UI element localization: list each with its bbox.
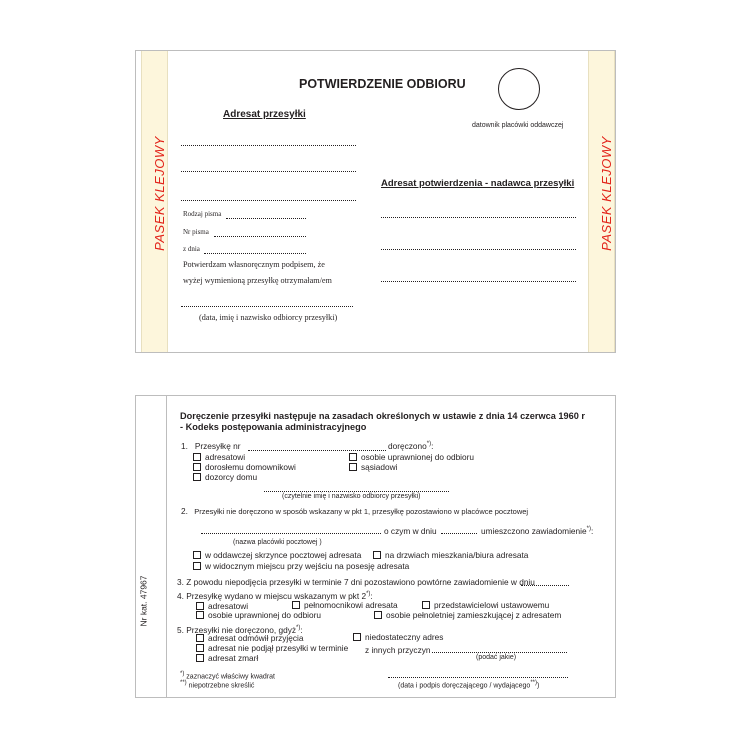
confirmation-line-2: [381, 249, 576, 250]
s5-option-deceased[interactable]: adresat zmarł: [196, 653, 258, 663]
section-2-number: 2.: [181, 506, 188, 516]
checkbox[interactable]: [373, 551, 381, 559]
catalog-number: Nr kat. 47967: [138, 575, 149, 627]
footnote-1: [180, 671, 275, 680]
z-dnia-label: z dnia: [183, 245, 200, 253]
section-4-colon: :: [370, 591, 373, 601]
section-4-text: Przesyłkę wydano w miejscu wskazanym w pkt 2: [186, 591, 367, 601]
confirmation-line-3: [381, 281, 576, 282]
z-dnia-line: [204, 253, 306, 254]
section-5-text: Przesyłki nie doręczono, gdyż: [186, 625, 296, 635]
s1-option-adult-household[interactable]: dorosłemu domownikowi: [193, 462, 296, 472]
courier-signature-caption-mark: **): [530, 680, 537, 686]
notice-footnote-mark: *): [586, 526, 591, 533]
s5-other-label: z innych przyczyn: [365, 645, 431, 655]
rodzaj-label: Rodzaj pisma: [183, 210, 222, 218]
section-2-text: Przesyłki nie doręczono w sposób wskazany w pkt 1, przesyłkę pozostawiono w placówce pocztowej: [194, 507, 529, 516]
checkbox[interactable]: [353, 633, 361, 641]
checkbox[interactable]: [196, 654, 204, 662]
postmark-label: datownik placówki oddawczej: [472, 122, 564, 129]
notice-row: [384, 526, 437, 536]
statement-line-2: wyżej wymienioną przesyłkę otrzymałam/em: [183, 276, 332, 285]
s4-option-addressee[interactable]: adresatowi: [196, 601, 248, 611]
section-5-colon: :: [300, 625, 303, 635]
delivered-label: doręczono: [388, 441, 427, 451]
notice-colon: :: [590, 526, 594, 536]
s4-option-authorized[interactable]: osobie uprawnionej do odbioru: [196, 610, 321, 620]
s1-option-neighbour[interactable]: sąsiadowi: [349, 462, 397, 472]
nr-label: Nr pisma: [183, 228, 209, 236]
s5-option-bad-address[interactable]: niedostateczny adres: [353, 632, 443, 642]
statement-line-1: Potwierdzam własnoręcznym podpisem, że: [183, 260, 325, 269]
adhesive-strip-left: [141, 51, 168, 352]
s5-other-caption: (podać jakie): [476, 654, 517, 661]
checkbox[interactable]: [196, 644, 204, 652]
catalog-divider: [166, 396, 167, 697]
s2-option-entrance[interactable]: w widocznym miejscu przy wejściu na posesję adresata: [193, 561, 409, 571]
notice-date-line: [441, 533, 477, 534]
checkbox[interactable]: [193, 473, 201, 481]
checkbox[interactable]: [193, 562, 201, 570]
checkbox[interactable]: [349, 463, 357, 471]
s1-recipient-line: [264, 491, 449, 492]
adhesive-strip-right-label: PASEK KLEJOWY: [598, 136, 614, 251]
confirmation-addressee-heading: Adresat potwierdzenia - nadawca przesyłki: [381, 178, 575, 189]
checkbox[interactable]: [193, 463, 201, 471]
notice-end-row: [481, 526, 593, 536]
delivered-label-row: [388, 441, 433, 451]
courier-signature-caption: [398, 680, 539, 689]
footnote-2-mark: **): [180, 680, 187, 686]
form-title: POTWIERDZENIE ODBIORU: [299, 77, 466, 91]
adhesive-strip-left-label: PASEK KLEJOWY: [151, 136, 167, 251]
checkbox[interactable]: [196, 611, 204, 619]
s1-recipient-caption: (czytelnie imię i nazwisko odbiorcy przesyłki): [282, 493, 421, 500]
checkbox[interactable]: [196, 634, 204, 642]
addressee-heading: Adresat przesyłki: [223, 109, 306, 120]
footnote-2: [180, 680, 254, 689]
section-1-number: 1.: [181, 441, 188, 451]
footnote-1-mark: *): [180, 671, 185, 677]
parcel-number-line: [248, 450, 386, 451]
checkbox[interactable]: [349, 453, 357, 461]
rodzaj-line: [226, 218, 306, 219]
checkbox[interactable]: [374, 611, 382, 619]
nr-line: [214, 236, 306, 237]
legal-header-2: - Kodeks postępowania administracyjnego: [180, 422, 367, 432]
s5-option-refused[interactable]: adresat odmówił przyjęcia: [196, 633, 303, 643]
s2-option-mailbox[interactable]: w oddawczej skrzynce pocztowej adresata: [193, 550, 361, 560]
s1-option-addressee[interactable]: adresatowi: [193, 452, 245, 462]
section-4-number: 4.: [177, 591, 184, 601]
checkbox[interactable]: [422, 601, 430, 609]
s2-option-door[interactable]: na drzwiach mieszkania/biura adresata: [373, 550, 528, 560]
section-3-number: 3.: [177, 577, 184, 587]
section-1: [181, 441, 241, 451]
section-1-label: Przesyłkę nr: [194, 441, 241, 451]
delivered-colon: :: [431, 441, 434, 451]
section-4-footnote-mark: *): [366, 591, 371, 598]
s5-other-line: [432, 652, 567, 653]
adhesive-strip-right: [588, 51, 615, 352]
footnote-1-text: zaznaczyć właściwy kwadrat: [186, 673, 275, 681]
postmark-circle: [498, 68, 540, 110]
s4-option-proxy[interactable]: pełnomocnikowi adresata: [292, 600, 398, 610]
postal-facility-caption: (nazwa placówki pocztowej ): [233, 539, 322, 546]
addressee-line-2: [181, 171, 356, 172]
section-5-footnote-mark: *): [296, 625, 301, 632]
checkbox[interactable]: [292, 601, 300, 609]
courier-signature-caption-close: ): [536, 682, 540, 690]
legal-header-1: Doręczenie przesyłki następuje na zasadach określonych w ustawie z dnia 14 czerwca 1960 r: [180, 411, 585, 421]
confirmation-card: [135, 50, 616, 353]
postal-facility-line: [201, 533, 381, 534]
delivery-card: [135, 395, 616, 698]
confirmation-line-1: [381, 217, 576, 218]
checkbox[interactable]: [196, 602, 204, 610]
s1-option-authorized[interactable]: osobie uprawnionej do odbioru: [349, 452, 474, 462]
section-3-text: Z powodu niepodjęcia przesyłki w terminie 7 dni pozostawiono powtórne zawiadomienie w dniu: [186, 577, 535, 587]
section-2: [181, 506, 528, 516]
second-notice-date-line: [521, 585, 569, 586]
addressee-line-1: [181, 145, 356, 146]
s4-option-adult-resident[interactable]: osobie pełnoletniej zamieszkującej z adresatem: [374, 610, 561, 620]
notice-mid: o czym w dniu: [384, 526, 437, 536]
delivered-footnote-mark: *): [426, 441, 432, 448]
addressee-line-3: [181, 200, 356, 201]
signature-line: [181, 306, 353, 307]
s5-option-not-collected[interactable]: adresat nie podjął przesyłki w terminie: [196, 643, 348, 653]
courier-signature-caption-text: (data i podpis doręczającego / wydającego: [398, 682, 531, 690]
checkbox[interactable]: [193, 551, 201, 559]
section-3: [177, 577, 535, 587]
s1-option-caretaker[interactable]: dozorcy domu: [193, 472, 257, 482]
notice-end: umieszczono zawiadomienie: [481, 526, 587, 536]
s4-option-legal-rep[interactable]: przedstawicielowi ustawowemu: [422, 600, 549, 610]
courier-signature-line: [388, 677, 568, 678]
section-5-number: 5.: [177, 625, 184, 635]
signature-caption: (data, imię i nazwisko odbiorcy przesyłki): [199, 313, 338, 322]
footnote-2-text: niepotrzebne skreślić: [188, 682, 255, 690]
checkbox[interactable]: [193, 453, 201, 461]
